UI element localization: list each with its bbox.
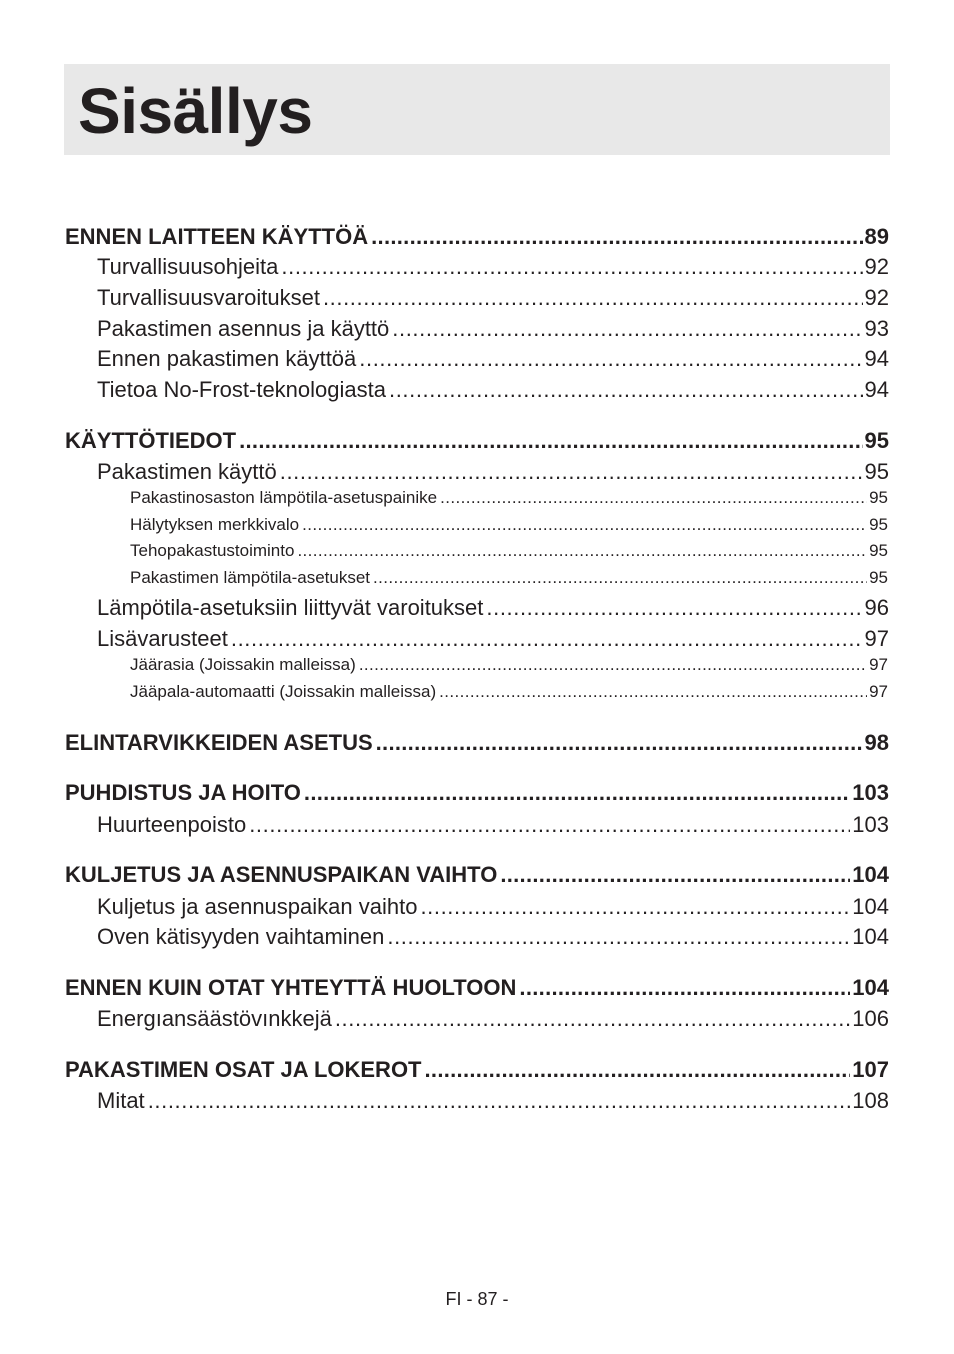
- toc-entry-page-number: 95: [869, 568, 888, 587]
- toc-subsubsection-entry[interactable]: [130, 682, 888, 704]
- dot-leader: [304, 780, 850, 806]
- dot-leader: [323, 285, 863, 311]
- toc-entry-page-number: 104: [852, 924, 889, 949]
- toc-section-entry[interactable]: [65, 975, 889, 1003]
- toc-entry-label: Mitat: [97, 1088, 145, 1113]
- dot-leader: [500, 862, 850, 888]
- toc-entry-page-number: 95: [869, 488, 888, 507]
- toc-entry-label: Pakastimen käyttö: [97, 459, 277, 484]
- toc-subsection-entry[interactable]: [97, 812, 889, 840]
- toc-entry-page-number: 94: [864, 346, 889, 371]
- toc-section-entry[interactable]: [65, 428, 889, 456]
- dot-leader: [302, 515, 867, 535]
- toc-entry-label: KULJETUS JA ASENNUSPAIKAN VAIHTO: [65, 862, 498, 887]
- toc-subsection-entry[interactable]: [97, 377, 889, 405]
- page-title: Sisällys: [78, 75, 313, 147]
- toc-entry-page-number: 106: [852, 1006, 889, 1031]
- toc-entry-label: Lisävarusteet: [97, 626, 228, 651]
- toc-entry-page-number: 108: [852, 1088, 889, 1113]
- toc-entry-page-number: 97: [869, 682, 888, 701]
- dot-leader: [249, 812, 850, 838]
- toc-subsubsection-entry[interactable]: [130, 568, 888, 590]
- toc-entry-label: Pakastimen asennus ja käyttö: [97, 316, 390, 341]
- toc-entry-page-number: 95: [869, 541, 888, 560]
- toc-entry-label: PAKASTIMEN OSAT JA LOKEROT: [65, 1057, 422, 1082]
- toc-entry-label: Tehopakastustoiminto: [130, 541, 295, 560]
- toc-subsubsection-entry[interactable]: [130, 655, 888, 677]
- page-number-footer: FI - 87 -: [445, 1289, 509, 1309]
- toc-entry-page-number: 97: [869, 655, 888, 674]
- dot-leader: [420, 894, 850, 920]
- dot-leader: [392, 316, 862, 342]
- toc-entry-label: Jääpala-automaatti (Joissakin malleissa): [130, 682, 437, 701]
- toc-entry-label: Tietoa No-Frost-teknologiasta: [97, 377, 386, 402]
- toc-entry-label: ENNEN LAITTEEN KÄYTTÖÄ: [65, 224, 369, 249]
- dot-leader: [280, 459, 863, 485]
- toc-entry-label: Kuljetus ja asennuspaikan vaihto: [97, 894, 418, 919]
- dot-leader: [239, 428, 862, 454]
- dot-leader: [148, 1088, 851, 1114]
- toc-subsection-entry[interactable]: [97, 285, 889, 313]
- toc-entry-label: PUHDISTUS JA HOITO: [65, 780, 301, 805]
- dot-leader: [486, 595, 862, 621]
- toc-entry-page-number: 95: [864, 459, 889, 484]
- toc-entry-label: Pakastinosaston lämpötila-asetuspainike: [130, 488, 438, 507]
- toc-entry-label: Pakastimen lämpötila-asetukset: [130, 568, 371, 587]
- dot-leader: [376, 730, 863, 756]
- toc-entry-label: ENNEN KUIN OTAT YHTEYTTÄ HUOLTOON: [65, 975, 517, 1000]
- dot-leader: [439, 682, 867, 702]
- toc-entry-page-number: 93: [864, 316, 889, 341]
- toc-entry-page-number: 89: [864, 224, 889, 249]
- toc-section-entry[interactable]: [65, 730, 889, 758]
- toc-subsection-entry[interactable]: [97, 254, 889, 282]
- toc-section-entry[interactable]: [65, 780, 889, 808]
- toc-subsection-entry[interactable]: [97, 626, 889, 654]
- dot-leader: [389, 377, 863, 403]
- toc-entry-label: Jäärasia (Joissakin malleissa): [130, 655, 356, 674]
- toc-entry-page-number: 97: [864, 626, 889, 651]
- toc-entry-page-number: 95: [869, 515, 888, 534]
- toc-subsubsection-entry[interactable]: [130, 488, 888, 510]
- dot-leader: [373, 568, 867, 588]
- toc-entry-page-number: 92: [864, 285, 889, 310]
- toc-entry-page-number: 104: [852, 894, 889, 919]
- dot-leader: [297, 541, 867, 561]
- dot-leader: [231, 626, 863, 652]
- toc-section-entry[interactable]: [65, 862, 889, 890]
- dot-leader: [425, 1057, 851, 1083]
- toc-entry-page-number: 92: [864, 254, 889, 279]
- toc-entry-page-number: 94: [864, 377, 889, 402]
- toc-entry-page-number: 98: [864, 730, 889, 755]
- toc-entry-label: Lämpötila-asetuksiin liittyvät varoitukset: [97, 595, 484, 620]
- toc-subsubsection-entry[interactable]: [130, 515, 888, 537]
- toc-entry-label: Ennen pakastimen käyttöä: [97, 346, 357, 371]
- toc-subsection-entry[interactable]: [97, 1006, 889, 1034]
- toc-subsection-entry[interactable]: [97, 595, 889, 623]
- toc-entry-label: Hälytyksen merkkivalo: [130, 515, 300, 534]
- toc-section-entry[interactable]: [65, 224, 889, 252]
- toc-entry-label: Oven kätisyyden vaihtaminen: [97, 924, 385, 949]
- toc-entry-page-number: 95: [864, 428, 889, 453]
- toc-subsection-entry[interactable]: [97, 924, 889, 952]
- toc-entry-label: Huurteenpoisto: [97, 812, 247, 837]
- toc-entry-label: Turvallisuusvaroitukset: [97, 285, 320, 310]
- toc-subsubsection-entry[interactable]: [130, 541, 888, 563]
- toc-entry-page-number: 104: [852, 862, 889, 887]
- toc-subsection-entry[interactable]: [97, 1088, 889, 1116]
- dot-leader: [519, 975, 850, 1001]
- dot-leader: [359, 655, 867, 675]
- dot-leader: [440, 488, 867, 508]
- toc-entry-label: KÄYTTÖTIEDOT: [65, 428, 237, 453]
- toc-entry-label: Turvallisuusohjeita: [97, 254, 279, 279]
- toc-entry-page-number: 103: [852, 812, 889, 837]
- toc-subsection-entry[interactable]: [97, 346, 889, 374]
- toc-subsection-entry[interactable]: [97, 316, 889, 344]
- toc-entry-page-number: 104: [852, 975, 889, 1000]
- toc-entry-page-number: 96: [864, 595, 889, 620]
- toc-section-entry[interactable]: [65, 1057, 889, 1085]
- dot-leader: [359, 346, 862, 372]
- dot-leader: [371, 224, 862, 250]
- toc-subsection-entry[interactable]: [97, 459, 889, 487]
- toc-entry-label: ELINTARVIKKEIDEN ASETUS: [65, 730, 373, 755]
- dot-leader: [387, 924, 850, 950]
- toc-entry-page-number: 107: [852, 1057, 889, 1082]
- dot-leader: [281, 254, 862, 280]
- dot-leader: [335, 1006, 850, 1032]
- toc-subsection-entry[interactable]: [97, 894, 889, 922]
- toc-entry-page-number: 103: [852, 780, 889, 805]
- toc-entry-label: Energıansäästövınkkejä: [97, 1006, 332, 1031]
